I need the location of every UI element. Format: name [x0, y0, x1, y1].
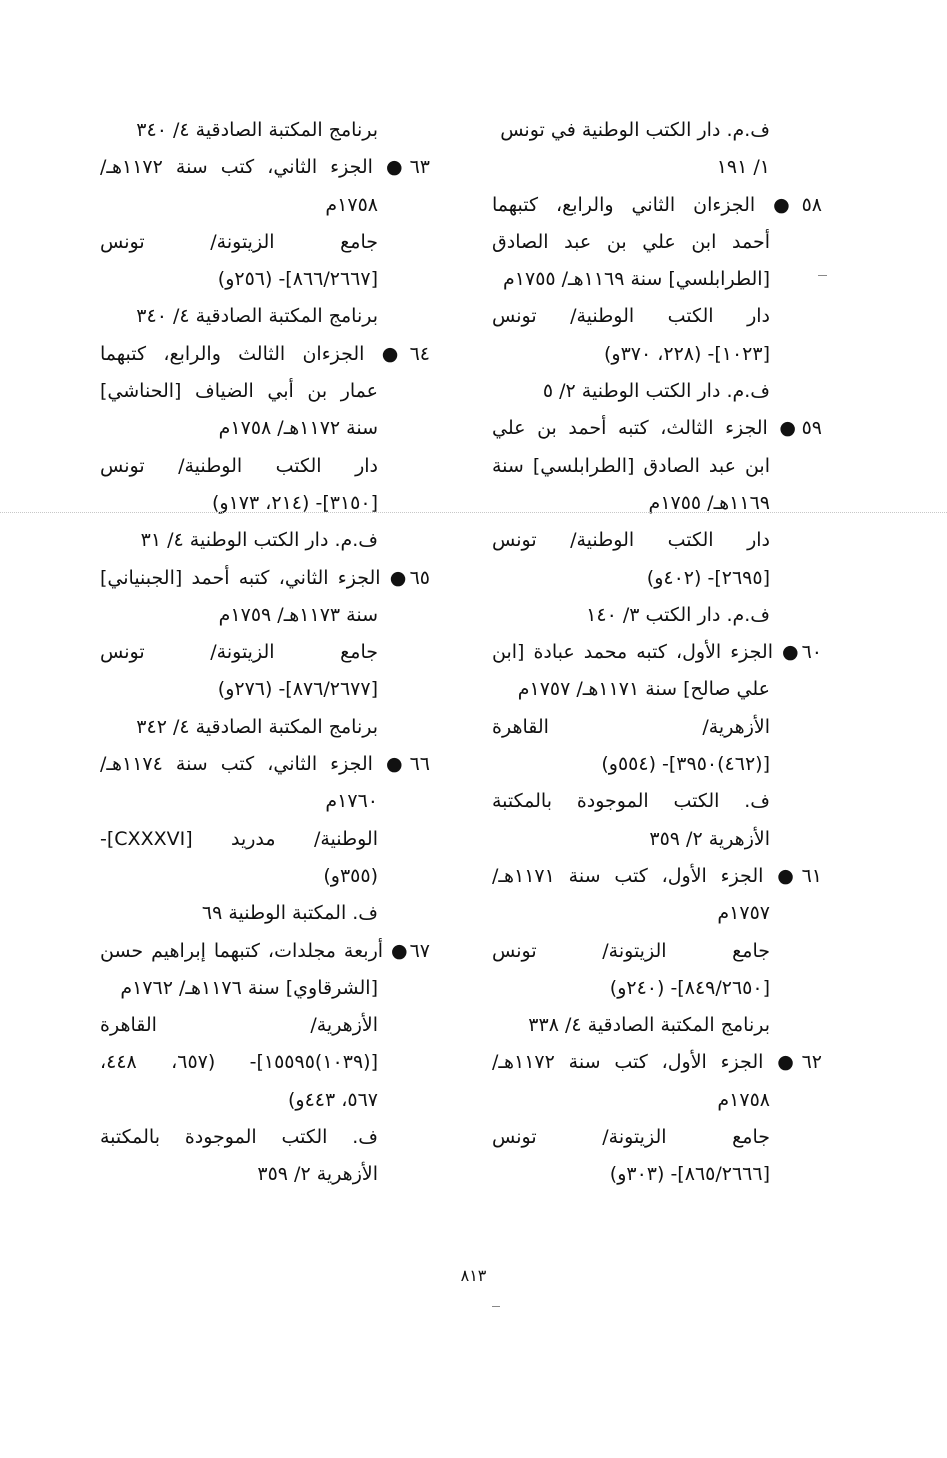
entry-line: [الشرقاوي] سنة ١١٧٦هـ/ ١٧٦٢م	[120, 976, 378, 999]
entry-line: ف.م. دار الكتب ٣/ ١٤٠	[586, 603, 770, 626]
entry-line: ١/ ١٩١	[716, 156, 770, 179]
entry-heading-line: ٦٠● الجزء الأول، كتبه محمد عبادة [ابن	[492, 641, 822, 664]
entry-line: (٣٥٥و)	[323, 864, 378, 887]
entry-line: الأزهرية ٢/ ٣٥٩	[257, 1163, 378, 1186]
right-column	[492, 112, 822, 1194]
entry-line: ف.م. دار الكتب الوطنية ٤/ ٣١	[140, 529, 378, 552]
entry-line: [الطرابلسي] سنة ١١٦٩هـ/ ١٧٥٥م	[503, 268, 770, 291]
entry-heading-line: ٦٦● الجزء الثاني، كتب سنة ١١٧٤هـ/	[100, 753, 430, 776]
entry-heading-line: ٦١● الجزء الأول، كتب سنة ١١٧١هـ/	[492, 864, 822, 887]
entry-line: أحمد ابن علي بن عبد الصادق	[492, 230, 770, 253]
scan-mark	[492, 1306, 500, 1307]
entry-heading-line: ٥٩● الجزء الثالث، كتبه أحمد بن علي	[492, 417, 822, 440]
entry-line: الأزهرية/ القاهرة	[492, 715, 770, 738]
entry-line: ابن عبد الصادق [الطرابلسي] سنة	[492, 454, 770, 477]
entry-line: جامع الزيتونة/ تونس	[492, 1126, 770, 1149]
entry-line: [٨٧٦/٢٦٧٧]- (٢٧٦و)	[217, 678, 378, 701]
entry-line: دار الكتب الوطنية/ تونس	[100, 454, 378, 477]
left-column	[100, 112, 430, 1194]
entry-line: جامع الزيتونة/ تونس	[100, 641, 378, 664]
entry-heading-line: ٦٣● الجزء الثاني، كتب سنة ١١٧٢هـ/	[100, 156, 430, 179]
entry-line: ١٧٦٠م	[325, 790, 378, 813]
entry-line: ف.م. دار الكتب الوطنية في تونس	[500, 119, 770, 141]
entry-line: برنامج المكتبة الصادقية ٤/ ٣٤٢	[136, 715, 378, 738]
scan-mark	[818, 275, 827, 276]
entry-line: [(٤٦٢)٣٩٥٠]- (٥٥٤و)	[601, 753, 770, 776]
entry-line: ٥٦٧، ٤٤٣و)	[287, 1088, 378, 1111]
entry-heading-line: ٦٧● أربعة مجلدات، كتبهما إبراهيم حسن	[100, 939, 430, 962]
entry-heading-line: ٦٥● الجزء الثاني، كتبه أحمد [الجبنياني]	[100, 566, 430, 589]
entry-line: [٣١٥٠]- (٢١٤، ١٧٣و)	[212, 491, 378, 514]
entry-line: [١٠٢٣]- (٢٢٨، ٣٧٠و)	[604, 342, 770, 365]
entry-line: ف. الكتب الموجودة بالمكتبة	[492, 790, 770, 813]
entry-line: ١١٦٩هـ/ ١٧٥٥م	[648, 491, 770, 514]
entry-line: ف. المكتبة الوطنية ٦٩	[201, 902, 378, 925]
entry-line: جامع الزيتونة/ تونس	[100, 230, 378, 253]
entry-line: سنة ١١٧٢هـ/ ١٧٥٨م	[218, 417, 378, 440]
entry-line: الأزهرية ٢/ ٣٥٩	[649, 827, 770, 850]
entry-line: برنامج المكتبة الصادقية ٤/ ٣٤٠	[136, 119, 378, 141]
entry-line: [٨٤٩/٢٦٥٠]- (٢٤٠و)	[609, 976, 770, 999]
entry-line: سنة ١١٧٣هـ/ ١٧٥٩م	[218, 603, 378, 626]
entry-line: ف. الكتب الموجودة بالمكتبة	[100, 1126, 378, 1149]
entry-heading-line: ٥٨● الجزءان الثاني والرابع، كتبهما	[492, 193, 822, 216]
entry-line: ١٧٥٧م	[717, 902, 770, 925]
entry-line: ف.م. دار الكتب الوطنية ٢/ ٥	[542, 380, 770, 403]
entry-heading-line: ٦٤● الجزءان الثالث والرابع، كتبهما	[100, 342, 430, 365]
scan-artifact-line	[0, 512, 947, 513]
entry-heading-line: ٦٢● الجزء الأول، كتب سنة ١١٧٢هـ/	[492, 1051, 822, 1074]
entry-line: ١٧٥٨م	[325, 193, 378, 216]
entry-line: ١٧٥٨م	[717, 1088, 770, 1111]
entry-line: برنامج المكتبة الصادقية ٤/ ٣٤٠	[136, 305, 378, 328]
entry-line: جامع الزيتونة/ تونس	[492, 939, 770, 962]
entry-line: دار الكتب الوطنية/ تونس	[492, 305, 770, 328]
page-number: ٨١٣	[460, 1266, 487, 1285]
entry-line: [٨٦٦/٢٦٦٧]- (٢٥٦و)	[217, 268, 378, 291]
entry-line: دار الكتب الوطنية/ تونس	[492, 529, 770, 552]
entry-line: الوطنية/ مدريد [CXXXVI]-	[100, 827, 378, 850]
entry-line: برنامج المكتبة الصادقية ٤/ ٣٣٨	[528, 1014, 770, 1037]
entry-line: عمار بن أبي الضياف [الحناشي]	[100, 380, 378, 403]
entry-line: [٨٦٥/٢٦٦٦]- (٣٠٣و)	[609, 1163, 770, 1186]
entry-line: الأزهرية/ القاهرة	[100, 1014, 378, 1037]
entry-line: [(١٠٣٩)١٥٥٩٥]- (٦٥٧، ٤٤٨،	[100, 1051, 378, 1074]
entry-line: علي صالح] سنة ١١٧١هـ/ ١٧٥٧م	[517, 678, 770, 701]
entry-line: [٢٦٩٥]- (٤٠٢و)	[646, 566, 770, 589]
